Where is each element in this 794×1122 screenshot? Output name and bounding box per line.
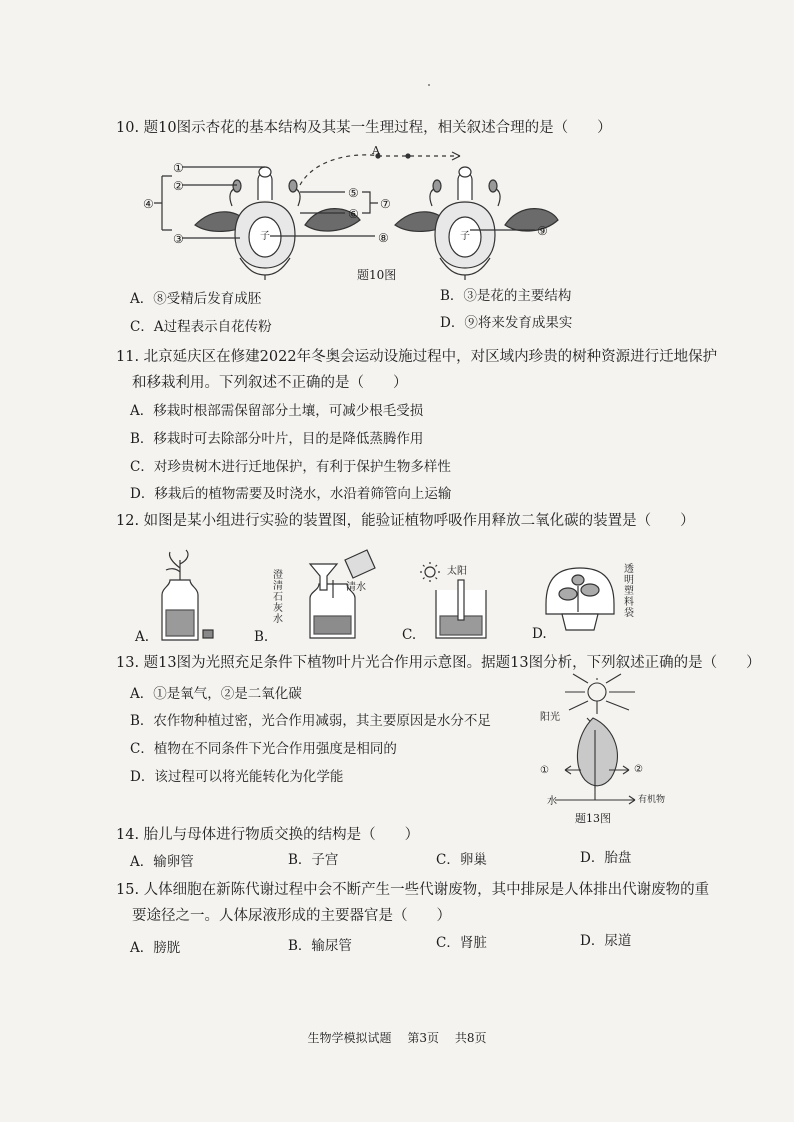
- q12-option-b: B.: [254, 629, 269, 645]
- q13-option-b: B．农作物种植过密，光合作用减弱，其主要原因是水分不足: [130, 713, 491, 729]
- q12-option-a: A.: [135, 629, 150, 645]
- q10-label-7: ⑦: [380, 197, 391, 211]
- q15-stem-line2: 要途径之一。人体尿液形成的主要器官是（ ）: [132, 908, 451, 924]
- q10-label-8: ⑧: [378, 231, 389, 245]
- q12-option-c: C.: [402, 627, 417, 643]
- q14-option-c: C．卵巢: [436, 852, 487, 868]
- q14-option-a: A．输卵管: [130, 854, 194, 870]
- q13-stem: 13. 题13图为光照充足条件下植物叶片光合作用示意图。据题13图分析，下列叙述正确的是（ ）: [116, 655, 761, 671]
- q10-stem: 10. 题10图示杏花的基本结构及其某一生理过程，相关叙述合理的是（ ）: [116, 120, 612, 136]
- q12-stem: 12. 如图是某小组进行实验的装置图，能验证植物呼吸作用释放二氧化碳的装置是（ ）: [116, 513, 695, 529]
- q14-stem: 14. 胎儿与母体进行物质交换的结构是（ ）: [116, 827, 420, 843]
- q10-label-6: ⑥: [348, 207, 359, 221]
- q13-option-d: D．该过程可以将光能转化为化学能: [130, 769, 344, 785]
- q11-option-b: B．移栽时可去除部分叶片，目的是降低蒸腾作用: [130, 431, 424, 447]
- q11-stem-line1: 11. 北京延庆区在修建2022年冬奥会运动设施过程中，对区域内珍贵的树种资源进行迁地保护: [116, 349, 718, 365]
- q10-label-4: ④: [143, 197, 154, 211]
- q15-option-c: C．肾脏: [436, 935, 487, 951]
- q13-organic-label: 有机物: [638, 795, 666, 805]
- q10-label-5: ⑤: [348, 186, 359, 200]
- q12-apparatus-b: [275, 550, 385, 645]
- q11-stem-line2: 和移栽利用。下列叙述不正确的是（ ）: [132, 375, 408, 391]
- footer-subject: 生物学模拟试题: [307, 1031, 392, 1045]
- q15-option-b: B．输尿管: [288, 938, 352, 954]
- q13-light-label: 阳光: [540, 712, 560, 723]
- q10-option-c: C．A过程表示自花传粉: [130, 319, 272, 335]
- q12-water-label: 清水: [346, 582, 366, 593]
- scan-speck: [428, 84, 430, 86]
- footer-total-pages: 共8页: [454, 1031, 487, 1045]
- q10-caption: 题10图: [357, 268, 397, 282]
- q10-label-2: ②: [173, 179, 184, 193]
- q10-option-a: A．⑧受精后发育成胚: [130, 291, 262, 307]
- q15-option-a: A．膀胱: [130, 940, 181, 956]
- q13-leaf-diagram: [525, 678, 655, 813]
- footer-page-number: 第3页: [407, 1031, 439, 1045]
- q13-water-label: 水: [547, 796, 557, 807]
- q13-caption: 题13图: [575, 812, 611, 825]
- q14-option-d: D．胎盘: [580, 850, 632, 866]
- q15-option-d: D．尿道: [580, 933, 632, 949]
- q10-option-b: B．③是花的主要结构: [440, 288, 572, 304]
- q11-option-d: D．移栽后的植物需要及时浇水，水沿着筛管向上运输: [130, 486, 452, 502]
- q10-label-3: ③: [173, 232, 184, 246]
- q10-ovary-char-left: 子: [260, 231, 270, 242]
- q13-mark-1: ①: [540, 765, 549, 776]
- q10-label-9: ⑨: [537, 224, 548, 238]
- q12-sun-label: 太阳: [447, 566, 467, 577]
- q12-apparatus-d: [540, 566, 620, 638]
- page-footer: [0, 1029, 794, 1046]
- q13-mark-2: ②: [634, 764, 643, 775]
- q10-ovary-char-right: 子: [460, 231, 470, 242]
- q11-option-c: C．对珍贵树木进行迁地保护，有利于保护生物多样性: [130, 459, 451, 475]
- q12-option-d: D.: [532, 626, 547, 642]
- q10-label-1: ①: [173, 161, 184, 175]
- q13-option-a: A．①是氧气，②是二氧化碳: [130, 686, 302, 702]
- q10-option-d: D．⑨将来发育成果实: [440, 315, 573, 331]
- q15-stem-line1: 15. 人体细胞在新陈代谢过程中会不断产生一些代谢废物，其中排尿是人体排出代谢废物的重: [116, 882, 710, 898]
- q14-option-b: B．子宫: [288, 852, 339, 868]
- q12-apparatus-a: [150, 550, 220, 645]
- q11-option-a: A．移栽时根部需保留部分土壤，可减少根毛受损: [130, 403, 424, 419]
- q12-limewater-label: 澄清石灰水: [273, 570, 283, 625]
- q13-option-c: C．植物在不同条件下光合作用强度是相同的: [130, 741, 397, 757]
- q12-bag-label: 透明塑料袋: [624, 564, 634, 619]
- q10-arrow-label: A: [372, 144, 380, 157]
